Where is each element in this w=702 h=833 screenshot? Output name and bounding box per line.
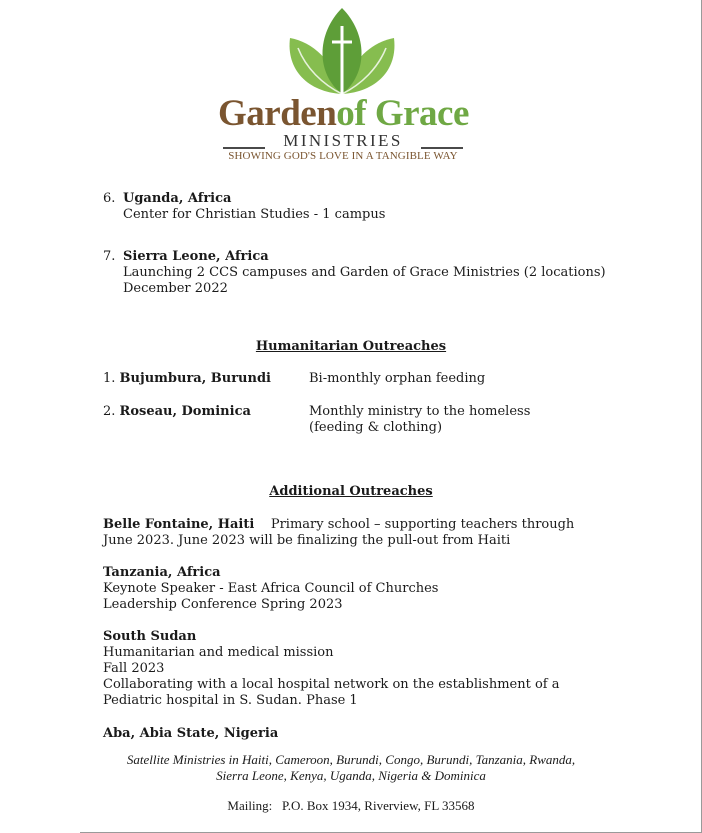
logo-tagline: SHOWING GOD'S LOVE IN A TANGIBLE WAY (228, 150, 458, 162)
leaves-cross-icon (282, 8, 402, 100)
logo-name: Gardenof Grace (218, 93, 469, 134)
outreach-south-sudan: South Sudan Humanitarian and medical mission Fall 2023 Collaborating with a local hospital network on the establishment of a Pediatric hospital in S. Sudan. Phase 1 (103, 629, 560, 708)
outreach-belle-fontaine: Belle Fontaine, Haiti Primary school – supporting teachers through June 2023. June 2023 will be finalizing the pull-out from Haiti (103, 517, 575, 548)
outreach-tanzania: Tanzania, Africa Keynote Speaker - East Africa Council of Churches Leadership Conference Spring 2023 (103, 565, 439, 612)
humanitarian-item-desc: Monthly ministry to the homeless (feeding & clothing) (309, 404, 531, 435)
logo (218, 8, 468, 160)
logo-ministries: MINISTRIES (218, 132, 468, 148)
location-item: 7. Sierra Leone, Africa Launching 2 CCS campuses and Garden of Grace Ministries (2 locations) December 2022 (103, 249, 606, 296)
humanitarian-item-desc: Bi-monthly orphan feeding (309, 371, 486, 386)
additional-heading: Additional Outreaches (269, 484, 433, 499)
humanitarian-heading: Humanitarian Outreaches (255, 339, 447, 354)
mailing-address: Mailing: P.O. Box 1934, Riverview, FL 33568 (227, 798, 475, 813)
satellite-ministries: Satellite Ministries in Haiti, Cameroon, Burundi, Congo, Burundi, Tanzania, Rwanda, Sierra Leone, Kenya, Uganda, Nigeria & Dominica (126, 752, 576, 783)
outreach-aba: Aba, Abia State, Nigeria (103, 726, 279, 741)
location-item: 6. Uganda, Africa Center for Christian Studies - 1 campus (103, 191, 386, 222)
humanitarian-item: 1. Bujumbura, Burundi (103, 371, 271, 386)
humanitarian-item: 2. Roseau, Dominica (103, 404, 251, 419)
